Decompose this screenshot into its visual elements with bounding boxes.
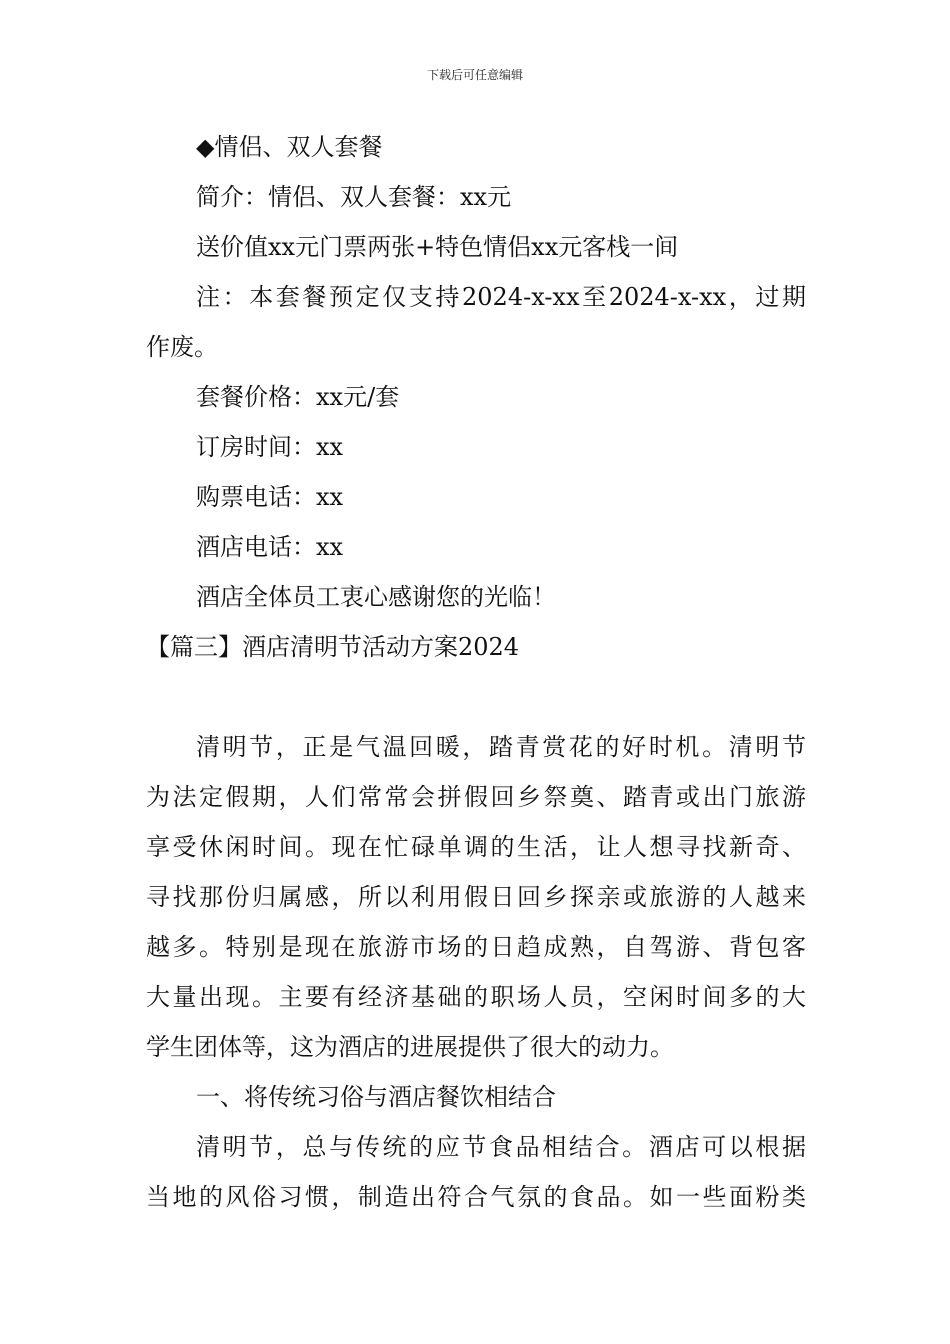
booking-time: 订房时间：xx [196,433,344,461]
page-header: 下载后可任意编辑 [426,68,523,82]
section-heading: 【篇三】酒店清明节活动方案2024 [146,633,520,661]
package-note-line: 作废。 [146,333,218,361]
paragraph-line: 大量出现。主要有经济基础的职场人员，空闲时间多的大 [146,983,806,1011]
paragraph-line: 学生团体等，这为酒店的进展提供了很大的动力。 [146,1033,674,1061]
document-body [146,122,806,1222]
hotel-phone: 酒店电话：xx [196,533,344,561]
package-gift: 送价值xx元门票两张+特色情侣xx元客栈一间 [196,233,679,261]
paragraph-line: 越多。特别是现在旅游市场的日趋成熟，自驾游、背包客 [146,933,806,961]
paragraph-line: 享受休闲时间。现在忙碌单调的生活，让人想寻找新奇、 [146,833,806,861]
thanks-message: 酒店全体员工衷心感谢您的光临！ [196,583,556,611]
ticket-phone: 购票电话：xx [196,483,344,511]
paragraph-line: 寻找那份归属感，所以利用假日回乡探亲或旅游的人越来 [146,883,806,911]
package-note-line: 注：本套餐预定仅支持2024-x-xx至2024-x-xx，过期 [196,283,806,311]
paragraph-line: 为法定假期，人们常常会拼假回乡祭奠、踏青或出门旅游 [146,783,806,811]
paragraph-line: 清明节，总与传统的应节食品相结合。酒店可以根据 [196,1133,806,1161]
subheading: 一、将传统习俗与酒店餐饮相结合 [196,1083,556,1111]
package-price: 套餐价格：xx元/套 [196,383,400,411]
package-intro: 简介：情侣、双人套餐：xx元 [196,183,512,211]
blank-line [146,672,806,722]
package-title: ◆情侣、双人套餐 [196,133,383,161]
paragraph-line: 清明节，正是气温回暖，踏青赏花的好时机。清明节 [196,733,806,761]
paragraph-line: 当地的风俗习惯，制造出符合气氛的食品。如一些面粉类 [146,1183,806,1211]
